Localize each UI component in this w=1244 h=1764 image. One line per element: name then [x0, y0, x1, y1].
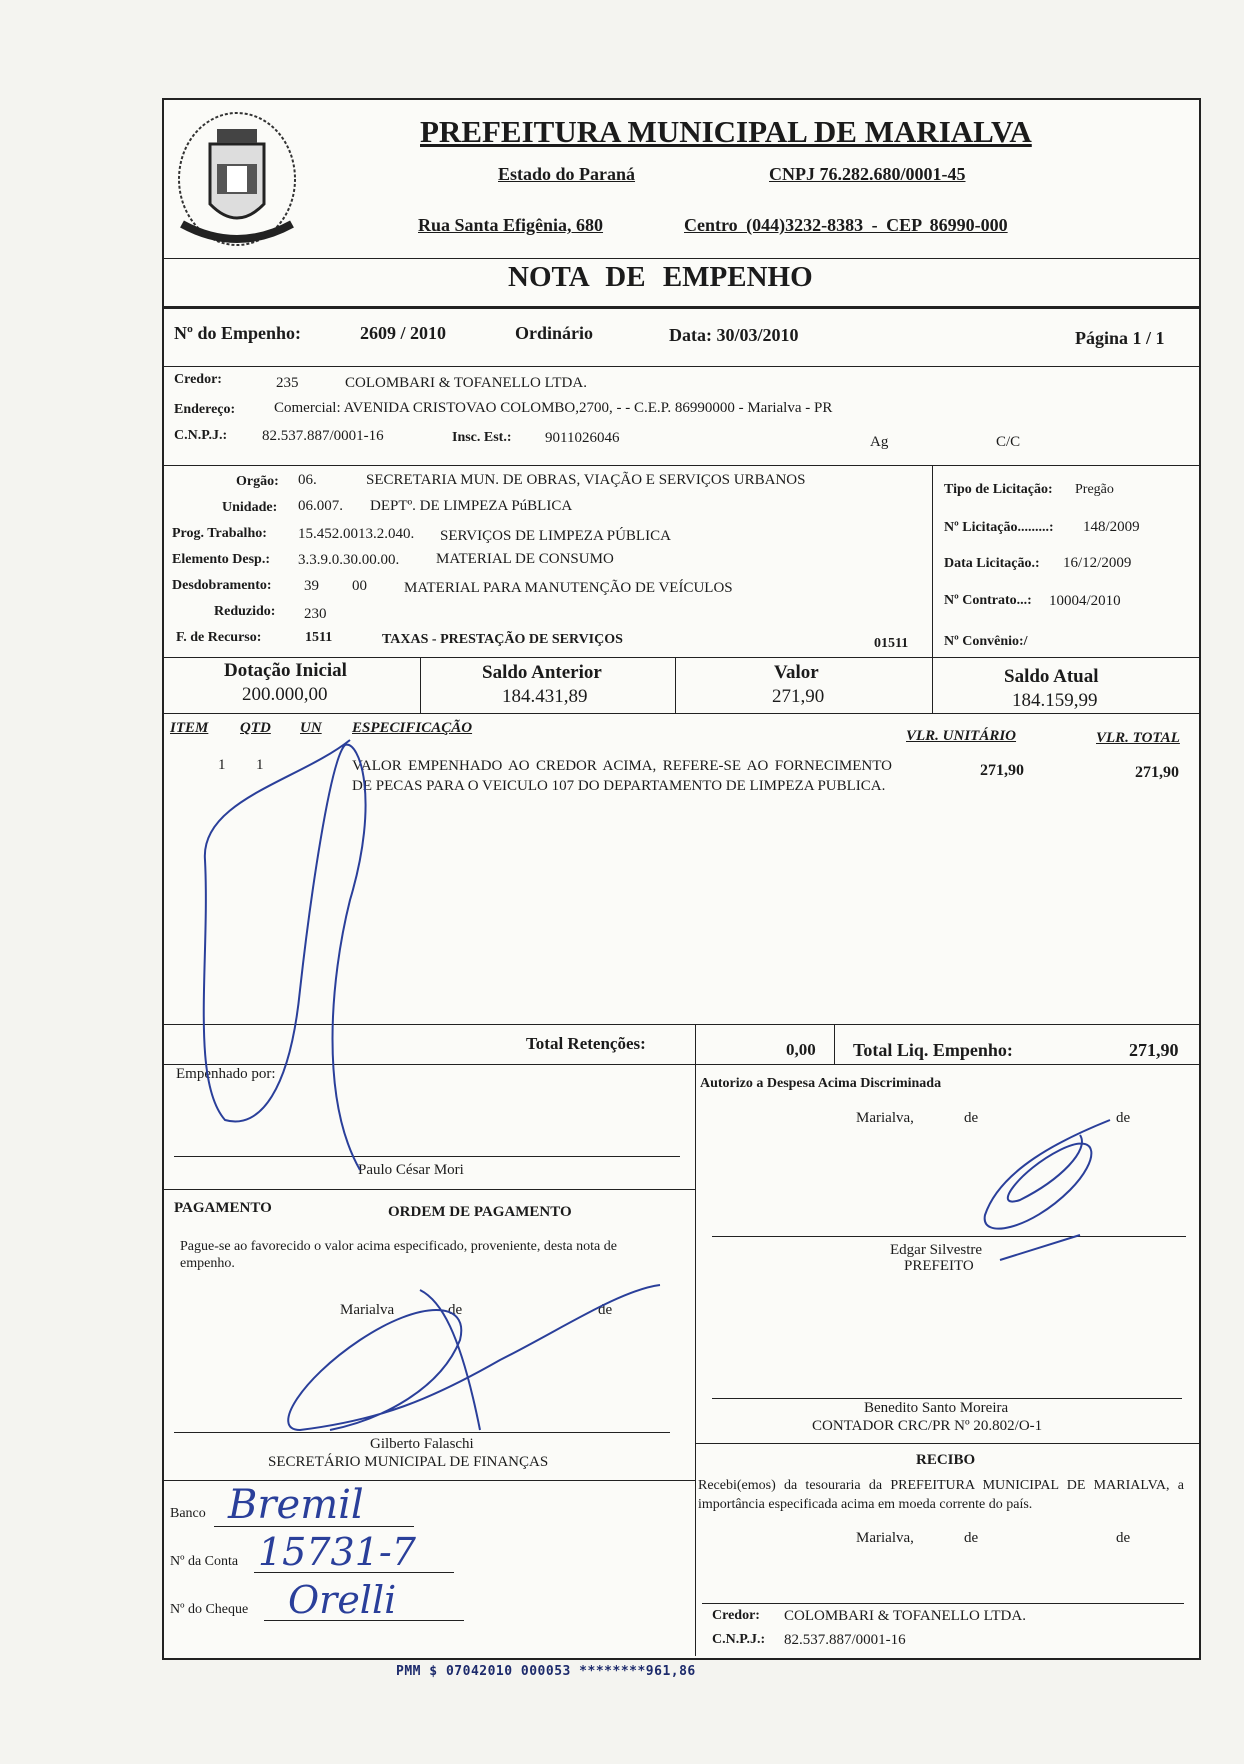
elem-label: Elemento Desp.: [172, 552, 270, 567]
recibo-de-1: de [964, 1530, 979, 1546]
cheque-label: Nº do Cheque [170, 1602, 249, 1617]
num-licitacao: 148/2009 [1083, 519, 1140, 535]
state-label: Estado do Paraná [498, 164, 636, 184]
empenho-label: Nº do Empenho: [174, 323, 301, 343]
retencoes-label: Total Retenções: [526, 1034, 646, 1053]
col-total: VLR. TOTAL [1096, 730, 1180, 746]
autorizo-de-1: de [964, 1110, 979, 1126]
recibo-credor: COLOMBARI & TOFANELLO LTDA. [784, 1608, 1026, 1624]
pagamento-de-1: de [448, 1302, 463, 1318]
item-specification: VALOR EMPENHADO AO CREDOR ACIMA, REFERE-SE AO FORNECIMENTO DE PECAS PARA O VEICULO 107 DO DEPARTAMENTO DE LIMPEZA PUBLICA. [352, 758, 892, 794]
address-field-label: Endereço: [174, 402, 236, 417]
page-title: PREFEITURA MUNICIPAL DE MARIALVA [420, 114, 1032, 149]
recibo-cnpj: 82.537.887/0001-16 [784, 1632, 906, 1648]
balance-label-0: Dotação Inicial [224, 660, 347, 681]
prog-name: SERVIÇOS DE LIMPEZA PÚBLICA [440, 528, 671, 544]
cheque-handwritten: Orelli [288, 1578, 397, 1622]
conta-handwritten: 15731-7 [258, 1530, 416, 1574]
item-unit-price: 271,90 [980, 762, 1024, 779]
recibo-city: Marialva, [856, 1530, 914, 1546]
autorizo-city: Marialva, [856, 1110, 914, 1126]
contador-role: CONTADOR CRC/PR Nº 20.802/O-1 [812, 1418, 1043, 1434]
pagamento-label: PAGAMENTO [174, 1200, 272, 1216]
balance-label-1: Saldo Anterior [482, 662, 602, 683]
recurso-code: 1511 [305, 630, 333, 645]
col-qtd: QTD [240, 720, 271, 736]
empenho-type: Ordinário [515, 323, 594, 343]
desd-label: Desdobramento: [172, 578, 272, 593]
orgao-code: 06. [298, 472, 317, 488]
credor-cnpj: 82.537.887/0001-16 [262, 428, 384, 444]
unidade-label: Unidade: [222, 500, 278, 515]
cnpj-label: CNPJ 76.282.680/0001-45 [769, 164, 966, 184]
num-licitacao-label: Nº Licitação.........: [944, 520, 1054, 535]
elem-code: 3.3.9.0.30.00.00. [298, 552, 400, 568]
prog-label: Prog. Trabalho: [172, 526, 267, 541]
secretario-name: Gilberto Falaschi [370, 1436, 474, 1452]
retencoes-value: 0,00 [786, 1040, 816, 1059]
elem-name: MATERIAL DE CONSUMO [436, 551, 614, 567]
bank-stamp: PMM $ 07042010 000053 ********961,86 [396, 1664, 696, 1679]
recibo-text: Recebi(emos) da tesouraria da PREFEITURA MUNICIPAL DE MARIALVA, a importância especificada acima em moeda corrente do país. [698, 1478, 1184, 1512]
pagamento-de-2: de [598, 1302, 613, 1318]
contador-name: Benedito Santo Moreira [864, 1400, 1009, 1416]
desd-sub: 00 [352, 578, 367, 594]
contrato-label: Nº Contrato...: [944, 593, 1032, 608]
reduzido-label: Reduzido: [214, 604, 276, 619]
balance-value-3: 184.159,99 [1012, 690, 1098, 711]
unidade-name: DEPTº. DE LIMPEZA PúBLICA [370, 498, 573, 514]
credor-code: 235 [276, 375, 299, 391]
recibo-credor-label: Credor: [712, 1608, 760, 1623]
recurso-name: TAXAS - PRESTAÇÃO DE SERVIÇOS [382, 632, 623, 647]
account-label: C/C [996, 434, 1021, 450]
empenho-number: 2609 / 2010 [360, 323, 447, 343]
autorizo-label: Autorizo a Despesa Acima Discriminada [700, 1076, 942, 1091]
item-number: 1 [218, 757, 226, 773]
unidade-code: 06.007. [298, 498, 343, 514]
item-total: 271,90 [1135, 764, 1179, 781]
balance-value-2: 271,90 [772, 686, 825, 707]
empenhado-name: Paulo César Mori [358, 1162, 464, 1178]
prefeito-name: Edgar Silvestre [890, 1242, 983, 1258]
contact-label: Centro (044)3232-8383 - CEP 86990-000 [684, 215, 1008, 235]
recibo-cnpj-label: C.N.P.J.: [712, 1632, 766, 1647]
balance-value-0: 200.000,00 [242, 684, 328, 705]
desd-name: MATERIAL PARA MANUTENÇÃO DE VEÍCULOS [404, 580, 733, 596]
recibo-de-2: de [1116, 1530, 1131, 1546]
document-title: NOTA DE EMPENHO [508, 261, 813, 293]
prefeito-role: PREFEITO [904, 1258, 974, 1274]
page-number: Página 1 / 1 [1075, 328, 1165, 348]
item-qtd: 1 [256, 757, 264, 773]
reduzido-code: 230 [304, 606, 327, 622]
tipo-licitacao: Pregão [1075, 482, 1114, 497]
address-label: Rua Santa Efigênia, 680 [418, 215, 604, 235]
orgao-label: Orgão: [236, 474, 279, 489]
recibo-label: RECIBO [916, 1452, 976, 1468]
insc-value: 9011026046 [545, 430, 620, 446]
autorizo-de-2: de [1116, 1110, 1131, 1126]
tipo-licitacao-label: Tipo de Licitação: [944, 482, 1053, 497]
prog-code: 15.452.0013.2.040. [298, 526, 415, 542]
banco-label: Banco [170, 1506, 206, 1521]
recurso-label: F. de Recurso: [176, 630, 262, 645]
orgao-name: SECRETARIA MUN. DE OBRAS, VIAÇÃO E SERVIÇOS URBANOS [366, 472, 806, 488]
data-licitacao: 16/12/2009 [1063, 555, 1132, 571]
pagamento-text: Pague-se ao favorecido o valor acima especificado, proveniente, desta nota de empenho. [180, 1239, 617, 1271]
empenhado-label: Empenhado por: [176, 1066, 276, 1082]
credor-label: Credor: [174, 372, 222, 387]
conta-label: Nº da Conta [170, 1554, 239, 1569]
convenio-label: Nº Convênio:/ [944, 634, 1028, 649]
col-spec: ESPECIFICAÇÃO [352, 720, 473, 736]
balance-label-3: Saldo Atual [1004, 666, 1099, 687]
balance-label-2: Valor [774, 662, 819, 683]
pagamento-city: Marialva [340, 1302, 395, 1318]
ordem-pagamento-label: ORDEM DE PAGAMENTO [388, 1204, 572, 1220]
col-unit-price: VLR. UNITÁRIO [906, 728, 1017, 744]
liquido-value: 271,90 [1129, 1040, 1179, 1060]
secretario-role: SECRETÁRIO MUNICIPAL DE FINANÇAS [268, 1454, 549, 1470]
col-un: UN [300, 720, 322, 736]
banco-handwritten: Bremil [228, 1482, 364, 1528]
balance-value-1: 184.431,89 [502, 686, 588, 707]
cnpj-field-label: C.N.P.J.: [174, 428, 228, 443]
recurso-code-2: 01511 [874, 636, 909, 651]
insc-label: Insc. Est.: [452, 430, 512, 445]
data-licitacao-label: Data Licitação.: [944, 556, 1040, 571]
contrato-number: 10004/2010 [1049, 593, 1121, 609]
agency-label: Ag [870, 434, 889, 450]
desd-code: 39 [304, 578, 319, 594]
credor-name: COLOMBARI & TOFANELLO LTDA. [345, 375, 587, 391]
credor-address: Comercial: AVENIDA CRISTOVAO COLOMBO,2700, - - C.E.P. 86990000 - Marialva - PR [274, 400, 833, 416]
col-item: ITEM [170, 720, 209, 736]
empenho-date: Data: 30/03/2010 [669, 325, 799, 345]
liquido-label: Total Liq. Empenho: [853, 1040, 1013, 1060]
